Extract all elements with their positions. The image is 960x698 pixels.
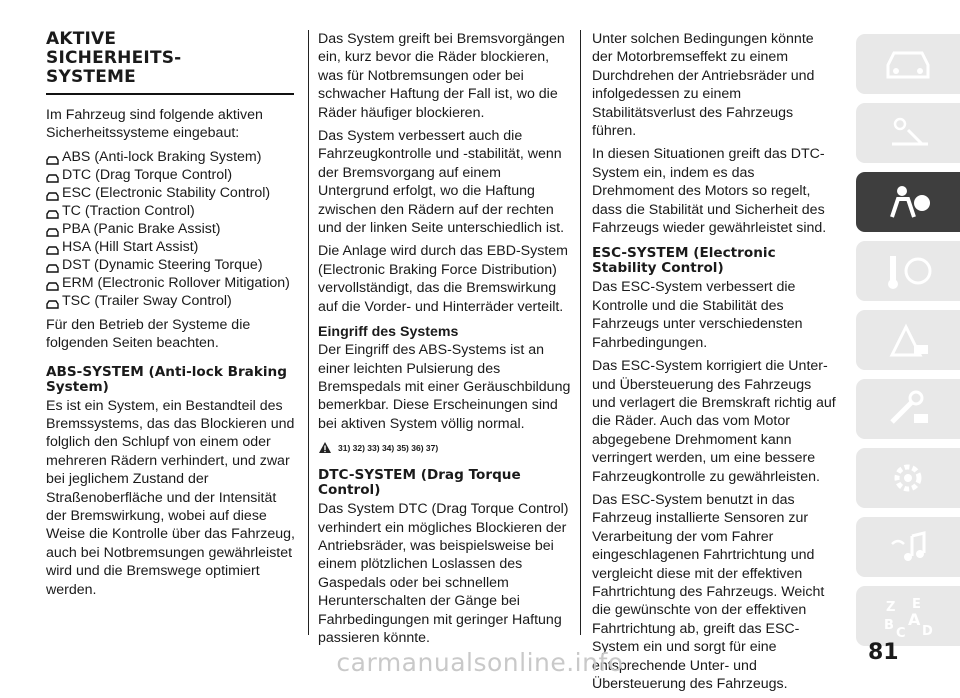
chapter-tab-dashboard[interactable]	[856, 103, 960, 163]
list-item: TSC (Trailer Sway Control)	[46, 292, 296, 310]
esc-heading: ESC-SYSTEM (Electronic Stability Control)	[592, 245, 776, 277]
index-letters-icon	[878, 593, 938, 639]
abs-paragraph: Das System greift bei Bremsvorgängen ein, kurz bevor die Räder blockieren, was für Notbremsungen oder bei schwacher Haftung der Fall ist, wo die Räder häufiger blockieren.	[318, 31, 565, 121]
list-item: DST (Dynamic Steering Torque)	[46, 256, 296, 274]
esc-paragraph: Das ESC-System benutzt in das Fahrzeug installierte Sensoren zur Verarbeitung der vom Fahrer eingeschlagenen Fahrtrichtung und vergleicht diese mit der effektiven Fahrtrichtung des Fahrzeugs. Weicht die gewünschte von der effektiven Fahrtrichtung ab, greift das ESC-System ein und sorgt für eine entsprechende Unter- und Übersteuerung des Fahrzeugs.	[592, 491, 825, 692]
car-bullet-icon	[46, 170, 59, 179]
title-line: SICHERHEITS-	[46, 48, 182, 68]
index-letter: C	[896, 626, 906, 639]
abs-paragraph: Das System verbessert auch die Fahrzeugkontrolle und -stabilität, wenn der Bremsvorgang auf einem Untergrund erfolgt, wo die Haftung zwischen den Rädern auf der rechten und der linken Seite unterschiedlich ist.	[318, 128, 565, 237]
list-item: HSA (Hill Start Assist)	[46, 238, 296, 256]
chapter-tab-index[interactable]	[856, 586, 960, 646]
column-middle	[318, 30, 572, 652]
chapter-sidebar	[856, 34, 960, 655]
car-bullet-icon	[46, 242, 59, 251]
car-bullet-icon	[46, 224, 59, 233]
list-item: PBA (Panic Brake Assist)	[46, 220, 296, 238]
column-divider	[308, 30, 309, 635]
dtc-paragraph: Unter solchen Bedingungen könnte der Motorbremseffekt zu einem Durchdrehen der Antriebsräder und infolgedessen zu einem Stabilitätsverlust des Fahrzeugs führen.	[592, 31, 815, 140]
chapter-tab-safety[interactable]	[856, 172, 960, 232]
index-letter: D	[922, 624, 933, 639]
list-item: ERM (Electronic Rollover Mitigation)	[46, 274, 296, 292]
warning-car-icon	[878, 317, 938, 363]
index-letter: A	[908, 610, 921, 629]
chapter-tab-maintenance[interactable]	[856, 379, 960, 439]
chapter-tab-emergency[interactable]	[856, 310, 960, 370]
warning-references	[318, 441, 572, 454]
esc-paragraph: Das ESC-System verbessert die Kontrolle und die Stabilität des Fahrzeugs unter verschiedensten Fahrbedingungen.	[592, 279, 803, 351]
abs-paragraph: Die Anlage wird durch das EBD-System (Electronic Braking Force Distribution) vervollständigt, das die Bremswirkung auf die Vorder- und Hinterräder verteilt.	[318, 243, 568, 315]
key-steering-icon	[878, 248, 938, 294]
list-item: DTC (Drag Torque Control)	[46, 166, 296, 184]
abs-paragraph: Der Eingriff des ABS-Systems ist an einer leichten Pulsierung des Bremspedals mit einer Geräuschbildung bemerkbar. Diese Erscheinungen sind bei aktiven System völlig normal.	[318, 342, 571, 432]
index-letter: B	[884, 618, 894, 633]
car-bullet-icon	[46, 278, 59, 287]
gear-icon	[878, 455, 938, 501]
car-bullet-icon	[46, 206, 59, 215]
list-item: TC (Traction Control)	[46, 202, 296, 220]
chapter-tab-technical[interactable]	[856, 448, 960, 508]
title-line: SYSTEME	[46, 67, 136, 87]
column-divider	[580, 30, 581, 635]
abs-subheading: Eingriff des Systems	[318, 324, 459, 341]
esc-paragraph: Das ESC-System korrigiert die Unter- und Übersteuerung des Fahrzeugs und verlagert die Bremskraft richtig auf die Räder. Auch das vom Motor abgegebene Drehmoment kann verringert werden, um eine bessere Fahrzeugkontrolle zu gewährleisten.	[592, 358, 836, 485]
wrench-car-icon	[878, 386, 938, 432]
dtc-heading: DTC-SYSTEM (Drag Torque Control)	[318, 467, 521, 499]
dashboard-lights-icon	[878, 110, 938, 156]
car-bullet-icon	[46, 296, 59, 305]
index-letter: Z	[886, 600, 896, 615]
warning-triangle-icon	[318, 441, 332, 454]
page-title	[46, 30, 294, 95]
intro-note: Für den Betrieb der Systeme die folgenden Seiten beachten.	[46, 316, 251, 352]
car-bullet-icon	[46, 152, 59, 161]
car-bullet-icon	[46, 188, 59, 197]
page-number: 81	[868, 640, 899, 665]
column-left	[46, 30, 296, 604]
airbag-seatbelt-icon	[878, 179, 938, 225]
car-bullet-icon	[46, 260, 59, 269]
chapter-tab-multimedia[interactable]	[856, 517, 960, 577]
dtc-paragraph: In diesen Situationen greift das DTC-System ein, indem es das Drehmoment des Motors so regelt, dass die Stabilität und Sicherheit des Fahrzeugs wieder gewährleistet sind.	[592, 146, 827, 237]
index-letter: E	[912, 597, 921, 612]
title-line: AKTIVE	[46, 29, 117, 49]
car-icon	[878, 41, 938, 87]
dtc-paragraph: Das System DTC (Drag Torque Control) verhindert ein mögliches Blockieren der Antriebsräder, was beispielsweise bei einem plötzlichen Loslassen des Gaspedals oder bei schnellem Herunterschalten der Gänge bei Fahrbedingungen mit geringer Haftung passieren könnte.	[318, 501, 569, 646]
warning-numbers: 31) 32) 33) 34) 35) 36) 37)	[338, 442, 439, 453]
list-item: ABS (Anti-lock Braking System)	[46, 148, 296, 166]
systems-list	[46, 148, 296, 310]
watermark: carmanualsonline.info	[336, 648, 624, 677]
intro-text: Im Fahrzeug sind folgende aktiven Sicherheitssysteme eingebaut:	[46, 107, 263, 142]
chapter-tab-vehicle[interactable]	[856, 34, 960, 94]
list-item: ESC (Electronic Stability Control)	[46, 184, 296, 202]
abs-heading: ABS-SYSTEM (Anti-lock Braking System)	[46, 363, 287, 395]
chapter-tab-starting[interactable]	[856, 241, 960, 301]
abs-paragraph: Es ist ein System, ein Bestandteil des Bremssystems, das das Blockieren und folglich den Schlupf von einem oder mehreren Rädern verhindert, und zwar bei jeglichem Zustand der Straßenoberfläche und der Intensität der Bremswirkung, wobei auf diese Weise die Kontrolle über das Fahrzeug, auch bei Notbremsungen gewährleistet wird und die Bremswege optimiert werden.	[46, 397, 295, 598]
column-right	[592, 30, 838, 698]
multimedia-icon	[878, 524, 938, 570]
